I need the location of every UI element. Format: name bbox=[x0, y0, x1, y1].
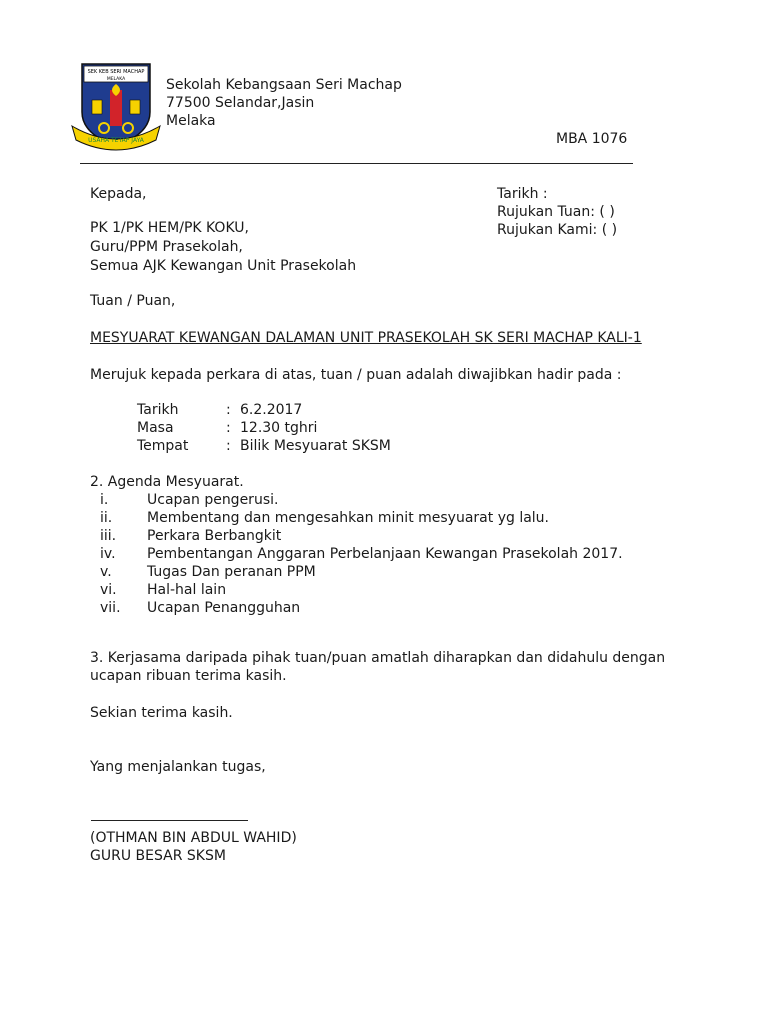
agenda-item-number: i. bbox=[100, 492, 109, 508]
detail-colon: : bbox=[226, 402, 231, 418]
address-line-2: 77500 Selandar,Jasin bbox=[166, 95, 315, 111]
agenda-heading: 2. Agenda Mesyuarat. bbox=[90, 474, 244, 490]
svg-text:SEK KEB SERI MACHAP: SEK KEB SERI MACHAP bbox=[87, 69, 145, 75]
agenda-item-number: v. bbox=[100, 564, 112, 580]
letter-subject: MESYUARAT KEWANGAN DALAMAN UNIT PRASEKOLAH SK SERI MACHAP KALI-1 bbox=[90, 330, 642, 346]
document-code: MBA 1076 bbox=[556, 131, 628, 147]
detail-label: Tempat bbox=[137, 438, 189, 454]
intro-paragraph: Merujuk kepada perkara di atas, tuan / puan adalah diwajibkan hadir pada : bbox=[90, 367, 622, 383]
closing-paragraph-line-2: ucapan ribuan terima kasih. bbox=[90, 668, 287, 684]
svg-text:USAHA TETAP JAYA: USAHA TETAP JAYA bbox=[88, 137, 144, 144]
recipient-line-3: Semua AJK Kewangan Unit Prasekolah bbox=[90, 258, 357, 274]
agenda-item-number: ii. bbox=[100, 510, 113, 526]
closing-thanks: Sekian terima kasih. bbox=[90, 705, 233, 721]
agenda-item-number: vi. bbox=[100, 582, 117, 598]
agenda-item-number: iii. bbox=[100, 528, 117, 544]
date-label: Tarikh : bbox=[497, 186, 548, 202]
signatory-name: (OTHMAN BIN ABDUL WAHID) bbox=[90, 830, 297, 846]
agenda-item-text: Ucapan pengerusi. bbox=[147, 492, 279, 508]
recipient-line-1: PK 1/PK HEM/PK KOKU, bbox=[90, 220, 249, 236]
salutation: Tuan / Puan, bbox=[90, 293, 176, 309]
address-line-3: Melaka bbox=[166, 113, 216, 129]
detail-value: 6.2.2017 bbox=[240, 402, 303, 418]
detail-colon: : bbox=[226, 420, 231, 436]
our-reference: Rujukan Kami: ( ) bbox=[497, 222, 618, 238]
detail-value: Bilik Mesyuarat SKSM bbox=[240, 438, 391, 454]
school-name: Sekolah Kebangsaan Seri Machap bbox=[166, 77, 402, 93]
recipient-greeting: Kepada, bbox=[90, 186, 147, 202]
recipient-line-2: Guru/PPM Prasekolah, bbox=[90, 239, 243, 255]
agenda-item-number: iv. bbox=[100, 546, 116, 562]
your-reference: Rujukan Tuan: ( ) bbox=[497, 204, 615, 220]
agenda-item-number: vii. bbox=[100, 600, 121, 616]
closing-duty: Yang menjalankan tugas, bbox=[90, 759, 266, 775]
detail-label: Masa bbox=[137, 420, 174, 436]
signature-line bbox=[91, 820, 248, 821]
agenda-item-text: Tugas Dan peranan PPM bbox=[147, 564, 316, 580]
closing-paragraph-line-1: 3. Kerjasama daripada pihak tuan/puan amatlah diharapkan dan didahulu dengan bbox=[90, 650, 666, 666]
agenda-item-text: Ucapan Penangguhan bbox=[147, 600, 301, 616]
header-divider bbox=[80, 163, 633, 164]
signatory-title: GURU BESAR SKSM bbox=[90, 848, 226, 864]
detail-label: Tarikh bbox=[137, 402, 179, 418]
svg-text:MELAKA: MELAKA bbox=[106, 77, 126, 82]
detail-colon: : bbox=[226, 438, 231, 454]
agenda-item-text: Perkara Berbangkit bbox=[147, 528, 282, 544]
agenda-item-text: Hal-hal lain bbox=[147, 582, 227, 598]
detail-value: 12.30 tghri bbox=[240, 420, 318, 436]
school-logo bbox=[68, 60, 164, 156]
agenda-item-text: Pembentangan Anggaran Perbelanjaan Kewangan Prasekolah 2017. bbox=[147, 546, 623, 562]
agenda-item-text: Membentang dan mengesahkan minit mesyuarat yg lalu. bbox=[147, 510, 549, 526]
